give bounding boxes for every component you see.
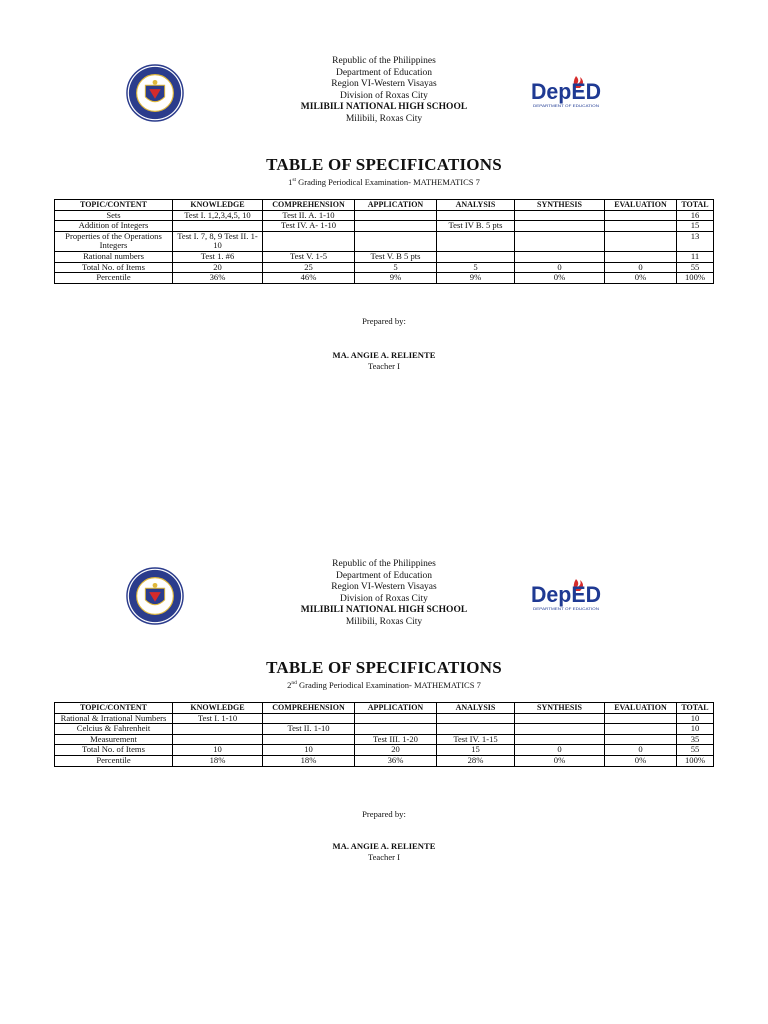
column-header: SYNTHESIS	[515, 703, 605, 714]
table-cell	[515, 734, 605, 745]
column-header: KNOWLEDGE	[173, 200, 263, 211]
table-cell	[437, 713, 515, 724]
address-line: Region VI-Western Visayas	[331, 582, 437, 593]
table-cell	[605, 221, 677, 232]
logo-text: DepED	[531, 79, 601, 104]
table-row	[55, 251, 714, 262]
table-cell	[605, 724, 677, 735]
table-cell: 28%	[437, 755, 515, 766]
school-location: Milibili, Roxas City	[345, 113, 423, 124]
table-cell: 10	[677, 724, 714, 735]
letterhead-address	[0, 56, 768, 126]
table-cell: 5	[355, 262, 437, 273]
table-cell	[173, 724, 263, 735]
letterhead	[0, 56, 768, 132]
column-header: COMPREHENSION	[263, 200, 355, 211]
table-cell: 20	[173, 262, 263, 273]
table-cell: 0%	[515, 755, 605, 766]
table-cell	[515, 210, 605, 221]
prepared-by-label: Prepared by:	[362, 809, 406, 819]
topic-cell: Total No. of Items	[55, 745, 173, 756]
table-cell: Test II. A. 1-10	[263, 210, 355, 221]
table-cell: 0%	[605, 755, 677, 766]
table-cell: 0	[605, 262, 677, 273]
table-cell: 25	[263, 262, 355, 273]
table-cell	[437, 231, 515, 251]
table-cell	[515, 724, 605, 735]
address-line: Department of Education	[335, 67, 433, 78]
table-cell	[437, 210, 515, 221]
table-cell	[515, 221, 605, 232]
column-header: APPLICATION	[355, 703, 437, 714]
table-cell: 0	[515, 745, 605, 756]
table-header-row	[55, 703, 714, 714]
column-header: TOTAL	[677, 200, 714, 211]
logo-text: DepED	[531, 582, 601, 607]
topic-cell: Rational numbers	[55, 251, 173, 262]
table-body	[55, 210, 714, 283]
topic-cell: Rational & Irrational Numbers	[55, 713, 173, 724]
prepared-by-label: Prepared by:	[362, 316, 406, 326]
table-cell: 15	[677, 221, 714, 232]
exam-subtitle	[0, 177, 768, 187]
table-row	[55, 713, 714, 724]
table-cell	[515, 713, 605, 724]
table-cell: 36%	[173, 273, 263, 284]
table-cell	[263, 734, 355, 745]
address-line: Region VI-Western Visayas	[331, 79, 437, 90]
table-cell: Test IV. 1-15	[437, 734, 515, 745]
table-cell: 0%	[605, 273, 677, 284]
table-row	[55, 231, 714, 251]
topic-cell: Total No. of Items	[55, 262, 173, 273]
table-row	[55, 755, 714, 766]
signature-block	[0, 350, 768, 372]
table-cell: 0	[605, 745, 677, 756]
ordinal-suffix: nd	[291, 680, 297, 687]
table-cell: 20	[355, 745, 437, 756]
topic-cell: Percentile	[55, 273, 173, 284]
table-cell	[437, 251, 515, 262]
table-cell: Test II. 1-10	[263, 724, 355, 735]
table-cell: 16	[677, 210, 714, 221]
column-header: TOPIC/CONTENT	[55, 703, 173, 714]
table-cell: 9%	[355, 273, 437, 284]
letterhead	[0, 559, 768, 635]
table-cell: 15	[437, 745, 515, 756]
table-cell	[515, 231, 605, 251]
tos-section-2nd-grading	[0, 559, 768, 862]
tos-section-1st-grading	[0, 56, 768, 371]
page-title: TABLE OF SPECIFICATIONS	[266, 658, 502, 677]
table-cell: 46%	[263, 273, 355, 284]
table-cell: 10	[677, 713, 714, 724]
table-cell	[437, 724, 515, 735]
table-cell: 100%	[677, 755, 714, 766]
school-name: MILIBILI NATIONAL HIGH SCHOOL	[300, 605, 468, 616]
column-header: ANALYSIS	[437, 200, 515, 211]
topic-cell: Addition of Integers	[55, 221, 173, 232]
topic-cell: Celcius & Fahrenheit	[55, 724, 173, 735]
table-cell: 13	[677, 231, 714, 251]
table-cell: Test IV B. 5 pts	[437, 221, 515, 232]
signer-title: Teacher I	[367, 852, 401, 862]
logo-tagline: DEPARTMENT OF EDUCATION	[533, 103, 600, 108]
table-row	[55, 262, 714, 273]
table-cell	[605, 713, 677, 724]
address-line: Republic of the Philippines	[332, 56, 436, 66]
table-cell: 18%	[173, 755, 263, 766]
school-name: MILIBILI NATIONAL HIGH SCHOOL	[300, 102, 468, 113]
table-body	[55, 713, 714, 766]
column-header: APPLICATION	[355, 200, 437, 211]
specifications-table	[54, 199, 714, 284]
table-header-row	[55, 200, 714, 211]
table-cell: Test I. 7, 8, 9 Test II. 1-10	[173, 231, 263, 251]
table-cell	[355, 724, 437, 735]
table-cell: 55	[677, 745, 714, 756]
table-cell: 55	[677, 262, 714, 273]
table-cell: Test 1. #6	[173, 251, 263, 262]
signer-name: MA. ANGIE A. RELIENTE	[332, 350, 436, 360]
deped-logo-icon	[530, 577, 602, 613]
table-cell: Test I. 1,2,3,4,5, 10	[173, 210, 263, 221]
table-cell: 0	[515, 262, 605, 273]
table-cell	[605, 210, 677, 221]
ordinal-number: 2	[287, 680, 292, 690]
table-row	[55, 724, 714, 735]
table-row	[55, 745, 714, 756]
signer-title: Teacher I	[367, 361, 401, 371]
column-header: ANALYSIS	[437, 703, 515, 714]
column-header: TOPIC/CONTENT	[55, 200, 173, 211]
table-row	[55, 734, 714, 745]
table-cell: 5	[437, 262, 515, 273]
address-line: Department of Education	[335, 570, 433, 581]
table-cell: Test V. 1-5	[263, 251, 355, 262]
address-line: Republic of the Philippines	[332, 559, 436, 569]
table-cell	[605, 734, 677, 745]
table-cell: Test V. B 5 pts	[355, 251, 437, 262]
column-header: SYNTHESIS	[515, 200, 605, 211]
specifications-table	[54, 702, 714, 767]
school-location: Milibili, Roxas City	[345, 616, 423, 627]
table-cell: Test IV. A- 1-10	[263, 221, 355, 232]
ordinal-number: 1	[288, 177, 293, 187]
table-cell	[263, 713, 355, 724]
topic-cell: Measurement	[55, 734, 173, 745]
subtitle-text: Grading Periodical Examination- MATHEMATICS 7	[296, 680, 481, 690]
table-row	[55, 210, 714, 221]
column-header: TOTAL	[677, 703, 714, 714]
subtitle-text: Grading Periodical Examination- MATHEMATICS 7	[296, 177, 480, 187]
address-line: Division of Roxas City	[340, 90, 428, 101]
table-cell: Test I. 1-10	[173, 713, 263, 724]
letterhead-address	[0, 559, 768, 629]
table-cell	[355, 210, 437, 221]
table-cell: 11	[677, 251, 714, 262]
table-cell: 100%	[677, 273, 714, 284]
address-line: Division of Roxas City	[340, 593, 428, 604]
table-cell: 9%	[437, 273, 515, 284]
column-header: COMPREHENSION	[263, 703, 355, 714]
deped-logo-icon	[530, 74, 602, 110]
table-cell	[173, 734, 263, 745]
column-header: EVALUATION	[605, 200, 677, 211]
table-row	[55, 221, 714, 232]
column-header: EVALUATION	[605, 703, 677, 714]
column-header: KNOWLEDGE	[173, 703, 263, 714]
table-cell	[173, 221, 263, 232]
table-cell: Test III. 1-20	[355, 734, 437, 745]
topic-cell: Sets	[55, 210, 173, 221]
signature-block	[0, 841, 768, 863]
table-cell	[263, 231, 355, 251]
table-cell: 10	[173, 745, 263, 756]
ordinal-suffix: st	[292, 177, 296, 184]
exam-subtitle	[0, 680, 768, 690]
table-cell: 10	[263, 745, 355, 756]
table-cell	[515, 251, 605, 262]
table-cell	[355, 221, 437, 232]
table-cell	[605, 251, 677, 262]
table-cell	[355, 713, 437, 724]
table-cell: 35	[677, 734, 714, 745]
page-title: TABLE OF SPECIFICATIONS	[266, 155, 502, 174]
logo-tagline: DEPARTMENT OF EDUCATION	[533, 606, 600, 611]
table-cell	[605, 231, 677, 251]
table-cell: 0%	[515, 273, 605, 284]
table-row	[55, 273, 714, 284]
topic-cell: Properties of the Operations Integers	[55, 231, 173, 251]
table-cell: 18%	[263, 755, 355, 766]
table-cell	[355, 231, 437, 251]
signer-name: MA. ANGIE A. RELIENTE	[332, 841, 436, 851]
topic-cell: Percentile	[55, 755, 173, 766]
table-cell: 36%	[355, 755, 437, 766]
